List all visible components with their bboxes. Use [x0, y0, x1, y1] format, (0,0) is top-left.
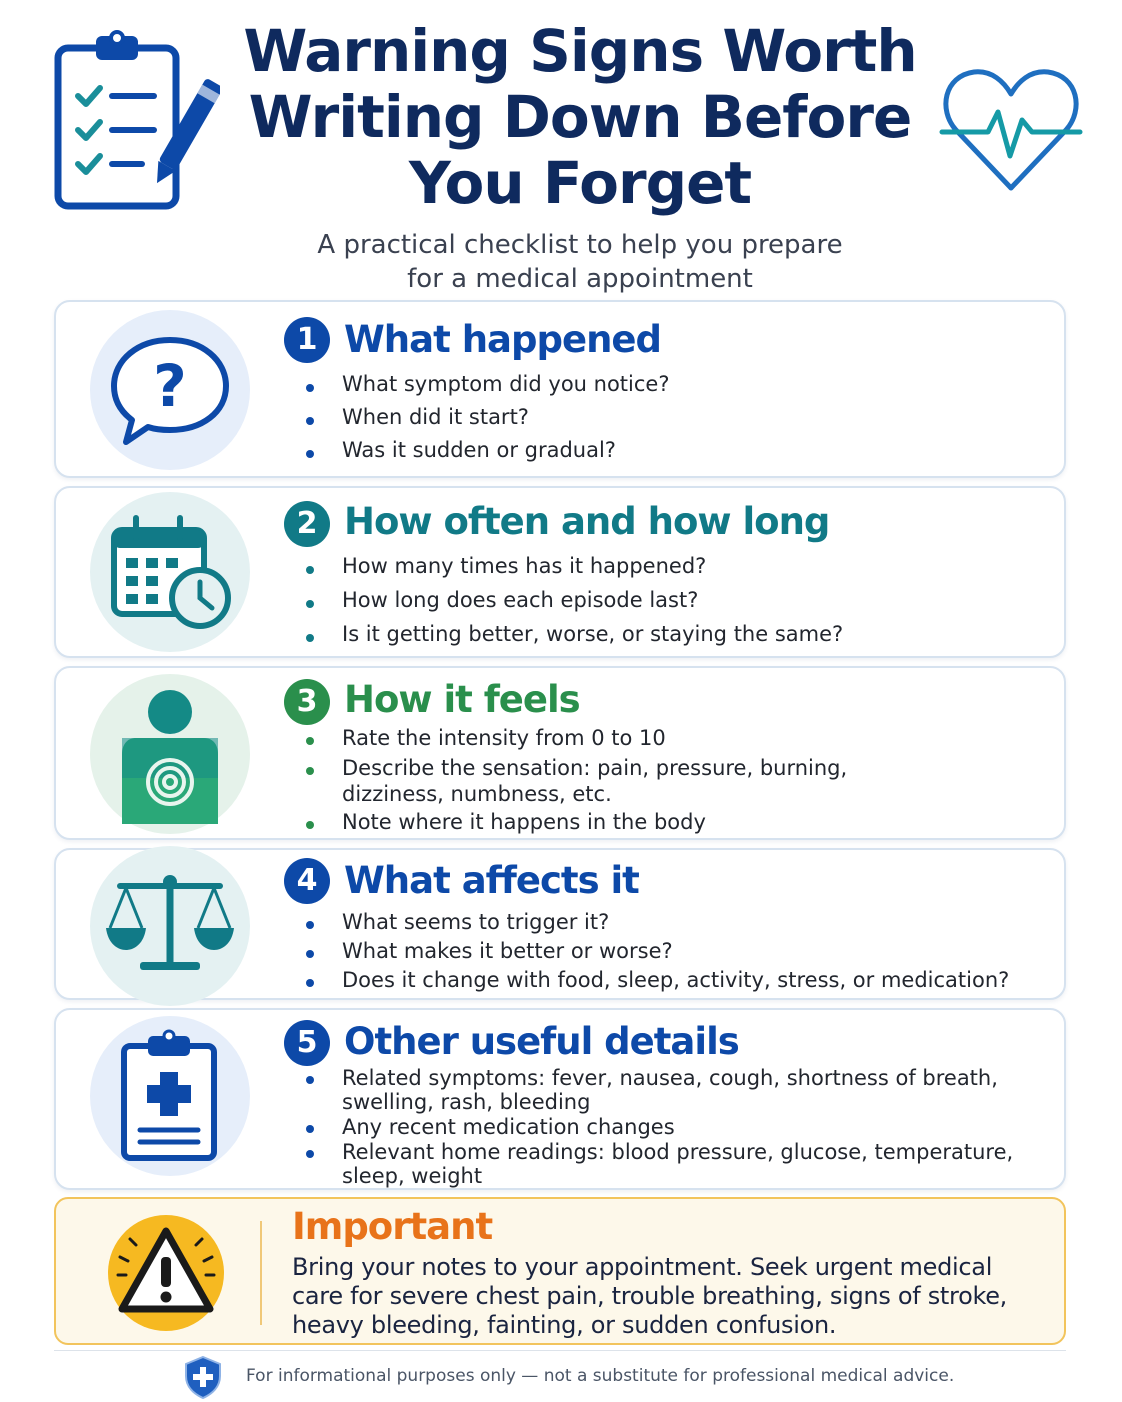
- body-pain-icon: [90, 674, 250, 834]
- section-number-badge: 2: [284, 501, 330, 547]
- title-line-2: Writing Down Before: [248, 83, 912, 151]
- divider: [260, 1221, 262, 1325]
- list-item-text: Does it change with food, sleep, activity, stress, or medication?: [342, 968, 1010, 992]
- title-line-1: Warning Signs Worth: [243, 17, 917, 85]
- bullet-icon: [306, 417, 314, 425]
- heart-pulse-icon: [936, 60, 1086, 200]
- section-card-how-it-feels: [54, 666, 1066, 840]
- list-item-continuation: [342, 1164, 1013, 1188]
- section-title: What affects it: [344, 859, 639, 902]
- page-title: [220, 18, 940, 216]
- footer-divider: [54, 1350, 1066, 1351]
- warning-icon: [106, 1213, 226, 1333]
- bullet-icon: [306, 634, 314, 642]
- balance-scale-icon: [90, 846, 250, 1006]
- list-item-text: swelling, rash, bleeding: [342, 1090, 591, 1114]
- subtitle-line-1: A practical checklist to help you prepare: [317, 230, 843, 260]
- list-item-continuation: [342, 1090, 1013, 1115]
- section-title: How often and how long: [344, 500, 830, 543]
- important-notice: [54, 1197, 1066, 1345]
- list-item-text: Was it sudden or gradual?: [342, 438, 616, 462]
- list-item-text: When did it start?: [342, 405, 529, 429]
- section-title: How it feels: [344, 678, 580, 721]
- bullet-icon: [306, 1076, 314, 1084]
- bullet-icon: [306, 600, 314, 608]
- section-number-badge: 4: [284, 858, 330, 904]
- section-item-list: [342, 726, 847, 838]
- section-item-list: [342, 372, 670, 471]
- svg-text:?: ?: [153, 352, 187, 420]
- list-item: [342, 726, 847, 756]
- section-card-other-details: [54, 1008, 1066, 1190]
- list-item: [342, 939, 1009, 968]
- section-number-badge: 1: [284, 317, 330, 363]
- section-title: Other useful details: [344, 1020, 739, 1063]
- bullet-icon: [306, 1125, 314, 1133]
- list-item-text: How many times has it happened?: [342, 554, 707, 578]
- list-item-continuation: [342, 782, 847, 810]
- list-item: [342, 554, 843, 588]
- list-item: [342, 438, 670, 471]
- list-item: [342, 968, 1009, 997]
- footer-disclaimer: For informational purposes only — not a substitute for professional medical advice.: [246, 1366, 955, 1386]
- bullet-icon: [306, 1150, 314, 1158]
- list-item: [342, 372, 670, 405]
- list-item-text: Any recent medication changes: [342, 1115, 675, 1139]
- list-item: [342, 1140, 1013, 1164]
- section-item-list: [342, 554, 843, 656]
- list-item-text: dizziness, numbness, etc.: [342, 782, 612, 806]
- list-item: [342, 1115, 1013, 1140]
- question-bubble-icon: [90, 310, 250, 470]
- header: [0, 0, 1122, 300]
- bullet-icon: [306, 821, 314, 829]
- important-title: Important: [292, 1205, 493, 1248]
- list-item-text: How long does each episode last?: [342, 588, 699, 612]
- list-item-text: What symptom did you notice?: [342, 372, 670, 396]
- list-item-text: Rate the intensity from 0 to 10: [342, 726, 666, 750]
- bullet-icon: [306, 737, 314, 745]
- bullet-icon: [306, 979, 314, 987]
- list-item-text: What makes it better or worse?: [342, 939, 673, 963]
- list-item: [342, 405, 670, 438]
- list-item: [342, 588, 843, 622]
- section-card-what-affects-it: [54, 848, 1066, 1000]
- list-item: [342, 756, 847, 782]
- list-item: [342, 622, 843, 656]
- bullet-icon: [306, 450, 314, 458]
- bullet-icon: [306, 921, 314, 929]
- bullet-icon: [306, 384, 314, 392]
- medical-clipboard-icon: [90, 1016, 250, 1176]
- bullet-icon: [306, 950, 314, 958]
- calendar-clock-icon: [90, 492, 250, 652]
- subtitle-line-2: for a medical appointment: [407, 264, 753, 294]
- list-item-text: Describe the sensation: pain, pressure, burning,: [342, 756, 848, 780]
- page-subtitle: [270, 228, 890, 296]
- section-number-badge: 3: [284, 679, 330, 725]
- section-item-list: [342, 910, 1009, 997]
- section-title: What happened: [344, 318, 661, 361]
- bullet-icon: [306, 767, 314, 775]
- list-item-text: Is it getting better, worse, or staying the same?: [342, 622, 844, 646]
- section-card-what-happened: [54, 300, 1066, 478]
- list-item-text: Note where it happens in the body: [342, 810, 706, 834]
- bullet-icon: [306, 566, 314, 574]
- section-card-how-often: [54, 486, 1066, 658]
- list-item: [342, 1066, 1013, 1090]
- important-text: Bring your notes to your appointment. Seek urgent medical care for severe chest pain, trouble breathing, signs of stroke, heavy bleeding, fainting, or sudden confusion.: [292, 1253, 1007, 1339]
- checklist-clipboard-icon: [50, 26, 220, 216]
- title-line-3: You Forget: [408, 149, 752, 217]
- shield-plus-icon: [180, 1354, 226, 1400]
- section-number-badge: 5: [284, 1020, 330, 1066]
- list-item-text: Relevant home readings: blood pressure, glucose, temperature,: [342, 1140, 1014, 1164]
- list-item-text: sleep, weight: [342, 1164, 483, 1188]
- section-item-list: [342, 1066, 1013, 1188]
- list-item: [342, 810, 847, 838]
- list-item-text: What seems to trigger it?: [342, 910, 610, 934]
- list-item: [342, 910, 1009, 939]
- list-item-text: Related symptoms: fever, nausea, cough, shortness of breath,: [342, 1066, 998, 1090]
